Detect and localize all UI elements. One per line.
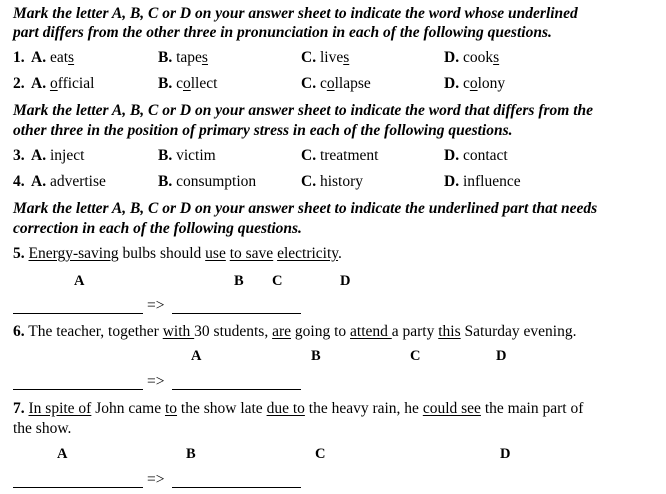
- q6-label-d: D: [496, 348, 507, 364]
- q7-part-a: In spite of: [28, 400, 92, 417]
- q2-option-b: B. collect: [158, 75, 218, 92]
- q5-label-c: C: [272, 273, 283, 289]
- q3-option-a: A. inject: [31, 147, 85, 164]
- q1-option-d: D. cooks: [444, 49, 500, 66]
- q6-part-a: with: [162, 323, 195, 340]
- q5-label-a: A: [74, 273, 85, 289]
- q2-option-c: C. collapse: [301, 75, 371, 92]
- q4-option-d: D. influence: [444, 173, 521, 190]
- section1-instruction-line1: Mark the letter A, B, C or D on your answer sheet to indicate the word whose underlined: [13, 5, 578, 22]
- q5-part-a: Energy-saving: [28, 245, 119, 262]
- q6-label-c: C: [410, 348, 421, 364]
- q1-option-c: C. lives: [301, 49, 350, 66]
- q6-sentence: 6. The teacher, together with 30 students, are going to attend a party this Saturday evening.: [13, 323, 577, 340]
- q6-part-d: this: [438, 323, 461, 340]
- q6-part-c: attend: [350, 323, 392, 340]
- q4-option-b: B. consumption: [158, 173, 257, 190]
- q6-arrow: =>: [147, 373, 165, 390]
- q3-option-d: D. contact: [444, 147, 508, 164]
- q6-error-blank[interactable]: [13, 389, 143, 390]
- q7-error-blank[interactable]: [13, 487, 143, 488]
- section3-instruction-line2: correction in each of the following questions.: [13, 220, 302, 237]
- question-number: 1.: [13, 49, 25, 66]
- q5-label-d: D: [340, 273, 351, 289]
- q7-arrow: =>: [147, 471, 165, 488]
- q7-sentence: 7. In spite of John came to the show late due to the heavy rain, he could see the main part of: [13, 400, 584, 417]
- q6-part-b: are: [272, 323, 292, 340]
- q7-sentence-line2: the show.: [13, 420, 72, 437]
- q2-option-d: D. colony: [444, 75, 506, 92]
- q4-option-a: A. advertise: [31, 173, 106, 190]
- q5-correction-blank[interactable]: [172, 313, 301, 314]
- q7-part-d: could see: [422, 400, 481, 417]
- q7-label-d: D: [500, 446, 511, 462]
- section2-instruction-line1: Mark the letter A, B, C or D on your answer sheet to indicate the word that differs from the: [13, 102, 594, 119]
- q7-correction-blank[interactable]: [172, 487, 301, 488]
- q7-label-b: B: [186, 446, 196, 462]
- q1-option-b: B. tapes: [158, 49, 208, 66]
- q5-label-b: B: [234, 273, 244, 289]
- q4-option-c: C. history: [301, 173, 364, 190]
- q7-label-a: A: [57, 446, 68, 462]
- q1-option-a: A. eats: [31, 49, 75, 66]
- q6-correction-blank[interactable]: [172, 389, 301, 390]
- q5-error-blank[interactable]: [13, 313, 143, 314]
- question-number: 3.: [13, 147, 25, 164]
- section3-instruction-line1: Mark the letter A, B, C or D on your answer sheet to indicate the underlined part that needs: [13, 200, 598, 217]
- q5-part-c: to save: [229, 245, 274, 262]
- section1-instruction-line2: part differs from the other three in pronunciation in each of the following questions.: [13, 24, 552, 41]
- question-number: 4.: [13, 173, 25, 190]
- q7-part-b: to: [164, 400, 178, 417]
- q5-part-b: use: [205, 245, 226, 262]
- q2-option-a: A. official: [31, 75, 95, 92]
- q7-label-c: C: [315, 446, 326, 462]
- q5-sentence: 5. Energy-saving bulbs should use to save electricity.: [13, 245, 342, 262]
- q3-option-c: C. treatment: [301, 147, 379, 164]
- q7-part-c: due to: [266, 400, 305, 417]
- q5-arrow: =>: [147, 297, 165, 314]
- q6-label-b: B: [311, 348, 321, 364]
- q6-label-a: A: [191, 348, 202, 364]
- q3-option-b: B. victim: [158, 147, 216, 164]
- section2-instruction-line2: other three in the position of primary stress in each of the following questions.: [13, 122, 513, 139]
- question-number: 2.: [13, 75, 25, 92]
- q5-part-d: electricity: [277, 245, 339, 262]
